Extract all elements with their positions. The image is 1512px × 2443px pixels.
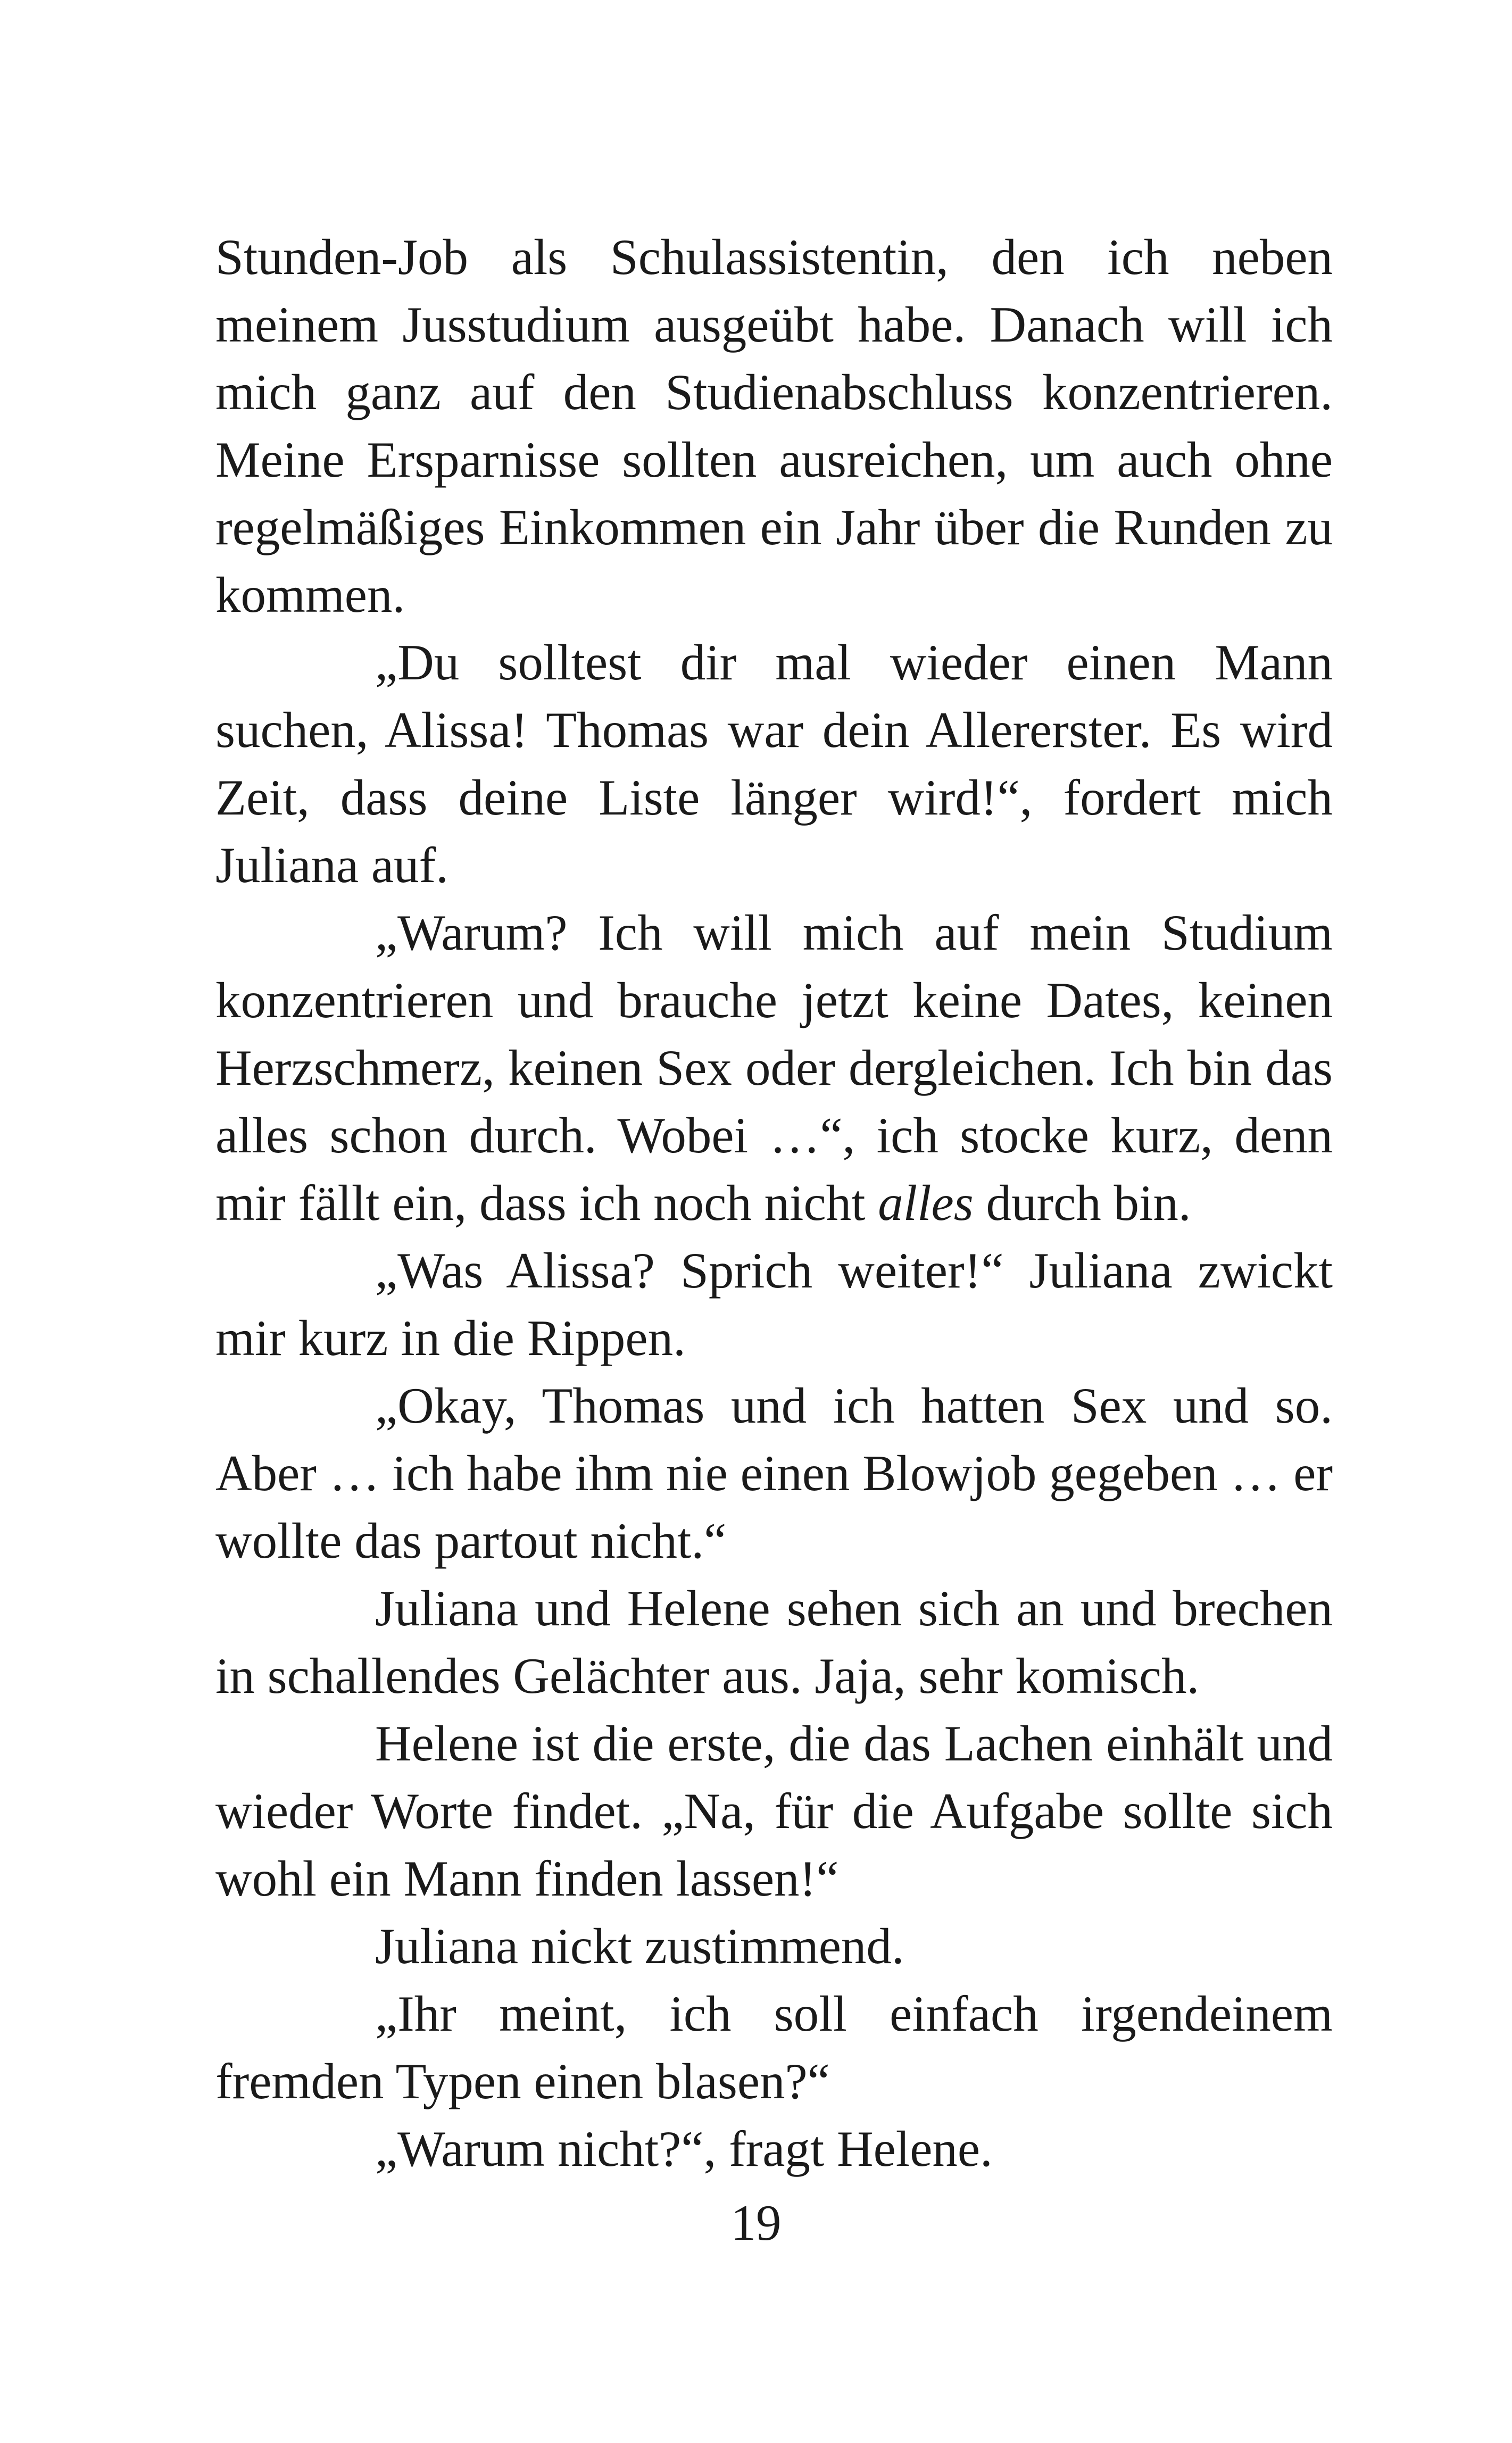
paragraph: „Ihr meint, ich soll einfach irgendeinem fremden Typen einen blasen?“ bbox=[215, 1985, 1333, 2109]
paragraph: „Okay, Thomas und ich hatten Sex und so. Aber … ich habe ihm nie einen Blowjob gegeben … er wollte das partout nicht.“ bbox=[215, 1377, 1333, 1569]
body-text bbox=[215, 223, 1333, 2183]
paragraph bbox=[215, 899, 1333, 1237]
paragraph: „Du solltest dir mal wieder einen Mann suchen, Alissa! Thomas war dein Allererster. Es wird Zeit, dass deine Liste länger wird!“, fordert mich Juliana auf. bbox=[215, 634, 1333, 893]
paragraph: Stunden-Job als Schulassistentin, den ich neben meinem Jusstudium ausgeübt habe. Danach will ich mich ganz auf den Studienabschluss konzentrieren. Meine Ersparnisse sollten ausreichen, um auch ohne regelmäßiges Einkommen ein Jahr über die Runden zu kommen. bbox=[215, 229, 1333, 623]
paragraph: Juliana und Helene sehen sich an und brechen in schallendes Gelächter aus. Jaja, sehr komisch. bbox=[215, 1580, 1333, 1704]
paragraph: „Warum nicht?“, fragt Helene. bbox=[375, 2121, 993, 2177]
paragraph: Helene ist die erste, die das Lachen einhält und wieder Worte findet. „Na, für die Aufgabe sollte sich wohl ein Mann finden lassen!“ bbox=[215, 1715, 1333, 1907]
page-number: 19 bbox=[730, 2195, 782, 2251]
paragraph-text: „Warum? Ich will mich auf mein Studium konzentrieren und brauche jetzt keine Dates, keinen Herzschmerz, keinen Sex oder dergleichen. Ich bin das alles schon durch. Wobei …“, ich stocke kurz, denn mir fällt ein, dass ich noch nicht bbox=[215, 904, 1333, 1231]
paragraph-text: durch bin. bbox=[973, 1175, 1191, 1231]
emphasis-text: alles bbox=[878, 1175, 974, 1231]
paragraph: „Was Alissa? Sprich weiter!“ Juliana zwickt mir kurz in die Rippen. bbox=[215, 1242, 1333, 1366]
paragraph: Juliana nickt zustimmend. bbox=[375, 1918, 904, 1974]
